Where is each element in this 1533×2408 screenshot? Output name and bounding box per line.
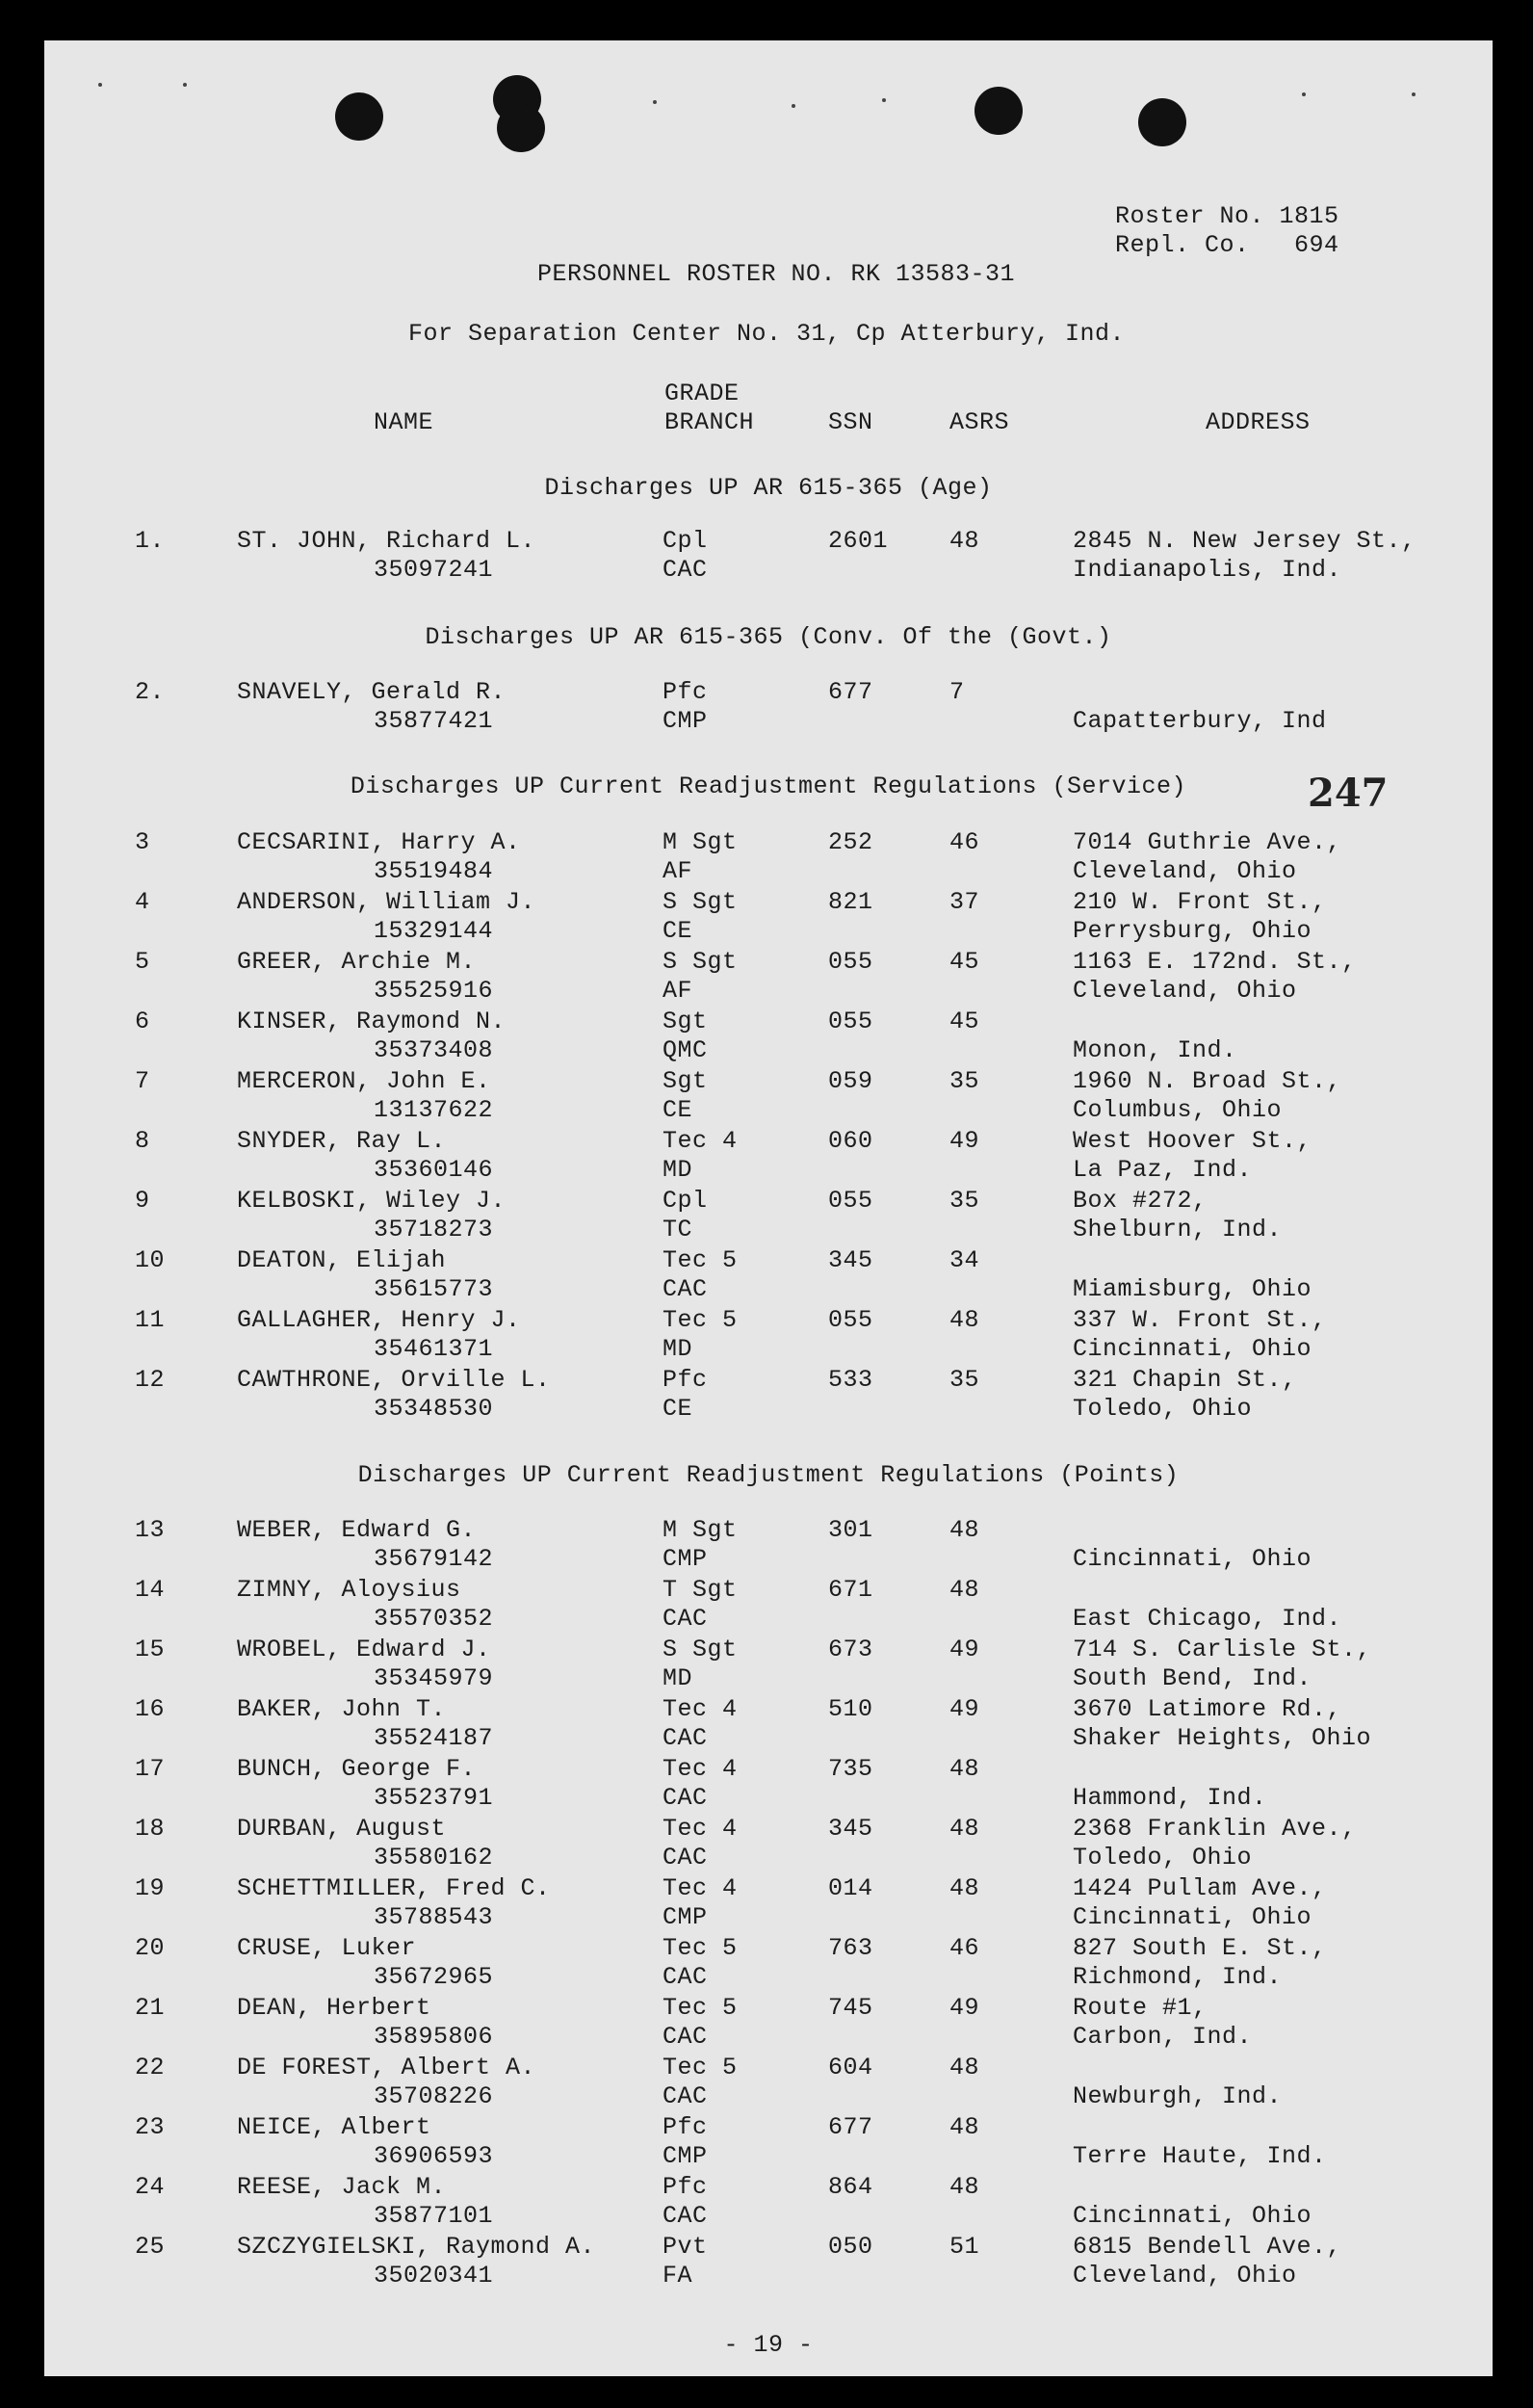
branch: CAC	[663, 1724, 708, 1752]
address-line-2: Cincinnati, Ohio	[1073, 2202, 1312, 2230]
column-header-branch: BRANCH	[664, 408, 755, 436]
asrs-score: 48	[949, 1815, 980, 1843]
asrs-score: 49	[949, 1695, 980, 1723]
address-line-2: Toledo, Ohio	[1073, 1395, 1253, 1423]
speck	[882, 98, 886, 102]
asrs-score: 35	[949, 1187, 980, 1215]
serial-number: 35525916	[374, 977, 494, 1005]
address-line-2: Terre Haute, Ind.	[1073, 2142, 1327, 2170]
branch: MD	[663, 1156, 693, 1184]
ssn-code: 059	[828, 1067, 873, 1095]
grade: S Sgt	[663, 888, 738, 916]
grade: Tec 4	[663, 1695, 738, 1723]
address-line-1: 714 S. Carlisle St.,	[1073, 1636, 1372, 1663]
grade: Tec 4	[663, 1755, 738, 1783]
ssn-code: 345	[828, 1246, 873, 1274]
roster-number: Roster No. 1815	[1115, 202, 1339, 230]
row-number: 18	[135, 1815, 166, 1843]
table-row	[44, 1815, 1493, 1874]
document-subtitle: For Separation Center No. 31, Cp Atterbury, Ind.	[407, 320, 1126, 348]
row-number: 24	[135, 2173, 166, 2201]
serial-number: 35461371	[374, 1335, 494, 1363]
address-line-1: 321 Chapin St.,	[1073, 1366, 1297, 1394]
grade: T Sgt	[663, 1576, 738, 1604]
grade: M Sgt	[663, 828, 738, 856]
address-line-1: 1960 N. Broad St.,	[1073, 1067, 1342, 1095]
grade: S Sgt	[663, 1636, 738, 1663]
ssn-code: 345	[828, 1815, 873, 1843]
branch: QMC	[663, 1036, 708, 1064]
column-header-asrs: ASRS	[949, 408, 1010, 436]
grade: S Sgt	[663, 948, 738, 976]
soldier-name: DEATON, Elijah	[237, 1246, 447, 1274]
address-line-2: Miamisburg, Ohio	[1073, 1275, 1312, 1303]
address-line-2: Indianapolis, Ind.	[1073, 556, 1342, 584]
address-line-2: Capatterbury, Ind	[1073, 707, 1327, 735]
grade: Pfc	[663, 2113, 708, 2141]
grade: Sgt	[663, 1067, 708, 1095]
table-row	[44, 527, 1493, 587]
table-row	[44, 1516, 1493, 1576]
roster-page	[44, 40, 1493, 2376]
branch: CMP	[663, 1903, 708, 1931]
row-number: 13	[135, 1516, 166, 1544]
serial-number: 35615773	[374, 1275, 494, 1303]
address-line-2: La Paz, Ind.	[1073, 1156, 1253, 1184]
ssn-code: 301	[828, 1516, 873, 1544]
table-row	[44, 2233, 1493, 2292]
branch: CAC	[663, 1784, 708, 1812]
address-line-2: Shelburn, Ind.	[1073, 1216, 1283, 1243]
soldier-name: SNAVELY, Gerald R.	[237, 678, 507, 706]
row-number: 22	[135, 2054, 166, 2081]
soldier-name: ANDERSON, William J.	[237, 888, 536, 916]
table-row	[44, 2054, 1493, 2113]
punch-hole	[335, 92, 383, 141]
ssn-code: 735	[828, 1755, 873, 1783]
address-line-1: Box #272,	[1073, 1187, 1208, 1215]
soldier-name: BUNCH, George F.	[237, 1755, 477, 1783]
branch: CE	[663, 1395, 693, 1423]
ssn-code: 673	[828, 1636, 873, 1663]
serial-number: 35708226	[374, 2082, 494, 2110]
branch: CAC	[663, 2023, 708, 2051]
branch: TC	[663, 1216, 693, 1243]
branch: CAC	[663, 2202, 708, 2230]
branch: CAC	[663, 2082, 708, 2110]
asrs-score: 35	[949, 1067, 980, 1095]
soldier-name: KELBOSKI, Wiley J.	[237, 1187, 507, 1215]
table-row	[44, 1576, 1493, 1636]
ssn-code: 821	[828, 888, 873, 916]
serial-number: 36906593	[374, 2142, 494, 2170]
row-number: 25	[135, 2233, 166, 2261]
serial-number: 35679142	[374, 1545, 494, 1573]
table-row	[44, 1994, 1493, 2054]
speck	[1302, 92, 1306, 96]
asrs-score: 48	[949, 1874, 980, 1902]
section-heading: Discharges UP Current Readjustment Regulations (Points)	[357, 1461, 1180, 1489]
branch: CAC	[663, 1605, 708, 1633]
row-number: 20	[135, 1934, 166, 1962]
table-row	[44, 948, 1493, 1008]
serial-number: 35020341	[374, 2262, 494, 2290]
serial-number: 35524187	[374, 1724, 494, 1752]
table-row	[44, 1695, 1493, 1755]
branch: AF	[663, 857, 693, 885]
branch: CMP	[663, 1545, 708, 1573]
address-line-1: 2845 N. New Jersey St.,	[1073, 527, 1416, 555]
table-row	[44, 2113, 1493, 2173]
serial-number: 35345979	[374, 1664, 494, 1692]
branch: AF	[663, 977, 693, 1005]
table-row	[44, 1874, 1493, 1934]
serial-number: 35788543	[374, 1903, 494, 1931]
asrs-score: 48	[949, 2113, 980, 2141]
asrs-score: 48	[949, 2173, 980, 2201]
punch-hole	[974, 87, 1023, 135]
row-number: 16	[135, 1695, 166, 1723]
asrs-score: 45	[949, 948, 980, 976]
branch: CE	[663, 917, 693, 945]
speck	[183, 83, 187, 87]
row-number: 5	[135, 948, 150, 976]
row-number: 3	[135, 828, 150, 856]
ssn-code: 055	[828, 1187, 873, 1215]
row-number: 15	[135, 1636, 166, 1663]
column-header-address: ADDRESS	[1206, 408, 1311, 436]
table-row	[44, 1934, 1493, 1994]
table-row	[44, 1636, 1493, 1695]
row-number: 1.	[135, 527, 166, 555]
grade: Tec 5	[663, 1934, 738, 1962]
table-row	[44, 1306, 1493, 1366]
table-row	[44, 678, 1493, 738]
serial-number: 35360146	[374, 1156, 494, 1184]
serial-number: 35672965	[374, 1963, 494, 1991]
address-line-1: 7014 Guthrie Ave.,	[1073, 828, 1342, 856]
serial-number: 35877101	[374, 2202, 494, 2230]
branch: CAC	[663, 1844, 708, 1871]
asrs-score: 34	[949, 1246, 980, 1274]
table-row	[44, 2173, 1493, 2233]
address-line-2: Perrysburg, Ohio	[1073, 917, 1312, 945]
soldier-name: REESE, Jack M.	[237, 2173, 447, 2201]
ssn-code: 055	[828, 1008, 873, 1035]
ssn-code: 014	[828, 1874, 873, 1902]
table-row	[44, 1008, 1493, 1067]
address-line-2: Cleveland, Ohio	[1073, 2262, 1297, 2290]
row-number: 9	[135, 1187, 150, 1215]
serial-number: 35519484	[374, 857, 494, 885]
branch: CAC	[663, 556, 708, 584]
address-line-1: 337 W. Front St.,	[1073, 1306, 1327, 1334]
ssn-code: 604	[828, 2054, 873, 2081]
serial-number: 35580162	[374, 1844, 494, 1871]
address-line-1: 210 W. Front St.,	[1073, 888, 1327, 916]
grade: Tec 5	[663, 1246, 738, 1274]
table-row	[44, 828, 1493, 888]
serial-number: 35348530	[374, 1395, 494, 1423]
serial-number: 35097241	[374, 556, 494, 584]
address-line-2: East Chicago, Ind.	[1073, 1605, 1342, 1633]
ssn-code: 677	[828, 678, 873, 706]
address-line-2: Cleveland, Ohio	[1073, 857, 1297, 885]
ssn-code: 671	[828, 1576, 873, 1604]
address-line-1: 827 South E. St.,	[1073, 1934, 1327, 1962]
speck	[98, 83, 102, 87]
soldier-name: CRUSE, Luker	[237, 1934, 417, 1962]
soldier-name: SZCZYGIELSKI, Raymond A.	[237, 2233, 596, 2261]
punch-hole	[1138, 98, 1186, 146]
row-number: 8	[135, 1127, 150, 1155]
soldier-name: KINSER, Raymond N.	[237, 1008, 507, 1035]
address-line-1: 2368 Franklin Ave.,	[1073, 1815, 1357, 1843]
row-number: 10	[135, 1246, 166, 1274]
grade: M Sgt	[663, 1516, 738, 1544]
table-row	[44, 888, 1493, 948]
soldier-name: MERCERON, John E.	[237, 1067, 491, 1095]
asrs-score: 45	[949, 1008, 980, 1035]
asrs-score: 48	[949, 1755, 980, 1783]
soldier-name: WROBEL, Edward J.	[237, 1636, 491, 1663]
speck	[1412, 92, 1416, 96]
address-line-2: Carbon, Ind.	[1073, 2023, 1253, 2051]
row-number: 7	[135, 1067, 150, 1095]
row-number: 23	[135, 2113, 166, 2141]
table-row	[44, 1127, 1493, 1187]
serial-number: 35718273	[374, 1216, 494, 1243]
row-number: 14	[135, 1576, 166, 1604]
address-line-1: 3670 Latimore Rd.,	[1073, 1695, 1342, 1723]
ssn-code: 763	[828, 1934, 873, 1962]
address-line-1: West Hoover St.,	[1073, 1127, 1312, 1155]
soldier-name: WEBER, Edward G.	[237, 1516, 477, 1544]
row-number: 6	[135, 1008, 150, 1035]
serial-number: 13137622	[374, 1096, 494, 1124]
asrs-score: 49	[949, 1994, 980, 2022]
address-line-2: Newburgh, Ind.	[1073, 2082, 1283, 2110]
soldier-name: SCHETTMILLER, Fred C.	[237, 1874, 551, 1902]
soldier-name: CAWTHRONE, Orville L.	[237, 1366, 551, 1394]
ssn-code: 510	[828, 1695, 873, 1723]
serial-number: 35373408	[374, 1036, 494, 1064]
column-header-ssn: SSN	[828, 408, 873, 436]
table-row	[44, 1366, 1493, 1426]
soldier-name: DURBAN, August	[237, 1815, 447, 1843]
ssn-code: 533	[828, 1366, 873, 1394]
asrs-score: 48	[949, 527, 980, 555]
serial-number: 35895806	[374, 2023, 494, 2051]
ssn-code: 050	[828, 2233, 873, 2261]
ssn-code: 055	[828, 948, 873, 976]
grade: Pfc	[663, 1366, 708, 1394]
address-line-2: Cincinnati, Ohio	[1073, 1903, 1312, 1931]
grade: Pvt	[663, 2233, 708, 2261]
address-line-2: Toledo, Ohio	[1073, 1844, 1253, 1871]
grade: Pfc	[663, 2173, 708, 2201]
serial-number: 35877421	[374, 707, 494, 735]
ssn-code: 055	[828, 1306, 873, 1334]
asrs-score: 46	[949, 1934, 980, 1962]
asrs-score: 35	[949, 1366, 980, 1394]
table-row	[44, 1246, 1493, 1306]
branch: CE	[663, 1096, 693, 1124]
asrs-score: 48	[949, 1516, 980, 1544]
ssn-code: 677	[828, 2113, 873, 2141]
soldier-name: DEAN, Herbert	[237, 1994, 431, 2022]
section-heading: Discharges UP Current Readjustment Regulations (Service)	[350, 772, 1187, 800]
soldier-name: GREER, Archie M.	[237, 948, 477, 976]
address-line-2: Richmond, Ind.	[1073, 1963, 1283, 1991]
page-number: - 19 -	[723, 2331, 814, 2359]
section-heading: Discharges UP AR 615-365 (Age)	[544, 474, 993, 502]
ssn-code: 252	[828, 828, 873, 856]
soldier-name: DE FOREST, Albert A.	[237, 2054, 536, 2081]
asrs-score: 48	[949, 1306, 980, 1334]
address-line-2: Columbus, Ohio	[1073, 1096, 1283, 1124]
soldier-name: SNYDER, Ray L.	[237, 1127, 447, 1155]
soldier-name: CECSARINI, Harry A.	[237, 828, 521, 856]
asrs-score: 37	[949, 888, 980, 916]
table-row	[44, 1755, 1493, 1815]
branch: CAC	[663, 1963, 708, 1991]
soldier-name: NEICE, Albert	[237, 2113, 431, 2141]
handwritten-number: 247	[1308, 771, 1389, 816]
row-number: 2.	[135, 678, 166, 706]
ssn-code: 2601	[828, 527, 889, 555]
soldier-name: ZIMNY, Aloysius	[237, 1576, 461, 1604]
branch: CAC	[663, 1275, 708, 1303]
row-number: 4	[135, 888, 150, 916]
row-number: 17	[135, 1755, 166, 1783]
column-header-grade: GRADE	[664, 380, 740, 407]
document-title: PERSONNEL ROSTER NO. RK 13583-31	[536, 260, 1016, 288]
soldier-name: BAKER, John T.	[237, 1695, 447, 1723]
address-line-1: Route #1,	[1073, 1994, 1208, 2022]
section-heading: Discharges UP AR 615-365 (Conv. Of the (Govt.)	[425, 623, 1112, 651]
speck	[792, 104, 795, 108]
address-line-2: Monon, Ind.	[1073, 1036, 1237, 1064]
branch: CMP	[663, 2142, 708, 2170]
address-line-2: Cleveland, Ohio	[1073, 977, 1297, 1005]
serial-number: 15329144	[374, 917, 494, 945]
table-row	[44, 1187, 1493, 1246]
soldier-name: GALLAGHER, Henry J.	[237, 1306, 521, 1334]
row-number: 12	[135, 1366, 166, 1394]
ssn-code: 060	[828, 1127, 873, 1155]
address-line-2: Cincinnati, Ohio	[1073, 1335, 1312, 1363]
column-header-name: NAME	[374, 408, 434, 436]
address-line-1: 1163 E. 172nd. St.,	[1073, 948, 1357, 976]
asrs-score: 7	[949, 678, 965, 706]
grade: Cpl	[663, 1187, 708, 1215]
address-line-1: 6815 Bendell Ave.,	[1073, 2233, 1342, 2261]
grade: Pfc	[663, 678, 708, 706]
branch: CMP	[663, 707, 708, 735]
asrs-score: 48	[949, 2054, 980, 2081]
serial-number: 35570352	[374, 1605, 494, 1633]
asrs-score: 49	[949, 1127, 980, 1155]
address-line-1: 1424 Pullam Ave.,	[1073, 1874, 1327, 1902]
grade: Sgt	[663, 1008, 708, 1035]
punch-hole	[497, 104, 545, 152]
address-line-2: Hammond, Ind.	[1073, 1784, 1267, 1812]
branch: MD	[663, 1335, 693, 1363]
grade: Tec 5	[663, 1994, 738, 2022]
asrs-score: 51	[949, 2233, 980, 2261]
branch: MD	[663, 1664, 693, 1692]
grade: Cpl	[663, 527, 708, 555]
grade: Tec 4	[663, 1815, 738, 1843]
grade: Tec 4	[663, 1127, 738, 1155]
asrs-score: 48	[949, 1576, 980, 1604]
grade: Tec 5	[663, 2054, 738, 2081]
row-number: 11	[135, 1306, 166, 1334]
speck	[653, 100, 657, 104]
ssn-code: 864	[828, 2173, 873, 2201]
asrs-score: 49	[949, 1636, 980, 1663]
serial-number: 35523791	[374, 1784, 494, 1812]
address-line-2: Shaker Heights, Ohio	[1073, 1724, 1372, 1752]
soldier-name: ST. JOHN, Richard L.	[237, 527, 536, 555]
table-row	[44, 1067, 1493, 1127]
grade: Tec 4	[663, 1874, 738, 1902]
asrs-score: 46	[949, 828, 980, 856]
ssn-code: 745	[828, 1994, 873, 2022]
replacement-company: Repl. Co. 694	[1115, 231, 1339, 259]
row-number: 19	[135, 1874, 166, 1902]
address-line-2: South Bend, Ind.	[1073, 1664, 1312, 1692]
grade: Tec 5	[663, 1306, 738, 1334]
row-number: 21	[135, 1994, 166, 2022]
branch: FA	[663, 2262, 693, 2290]
address-line-2: Cincinnati, Ohio	[1073, 1545, 1312, 1573]
